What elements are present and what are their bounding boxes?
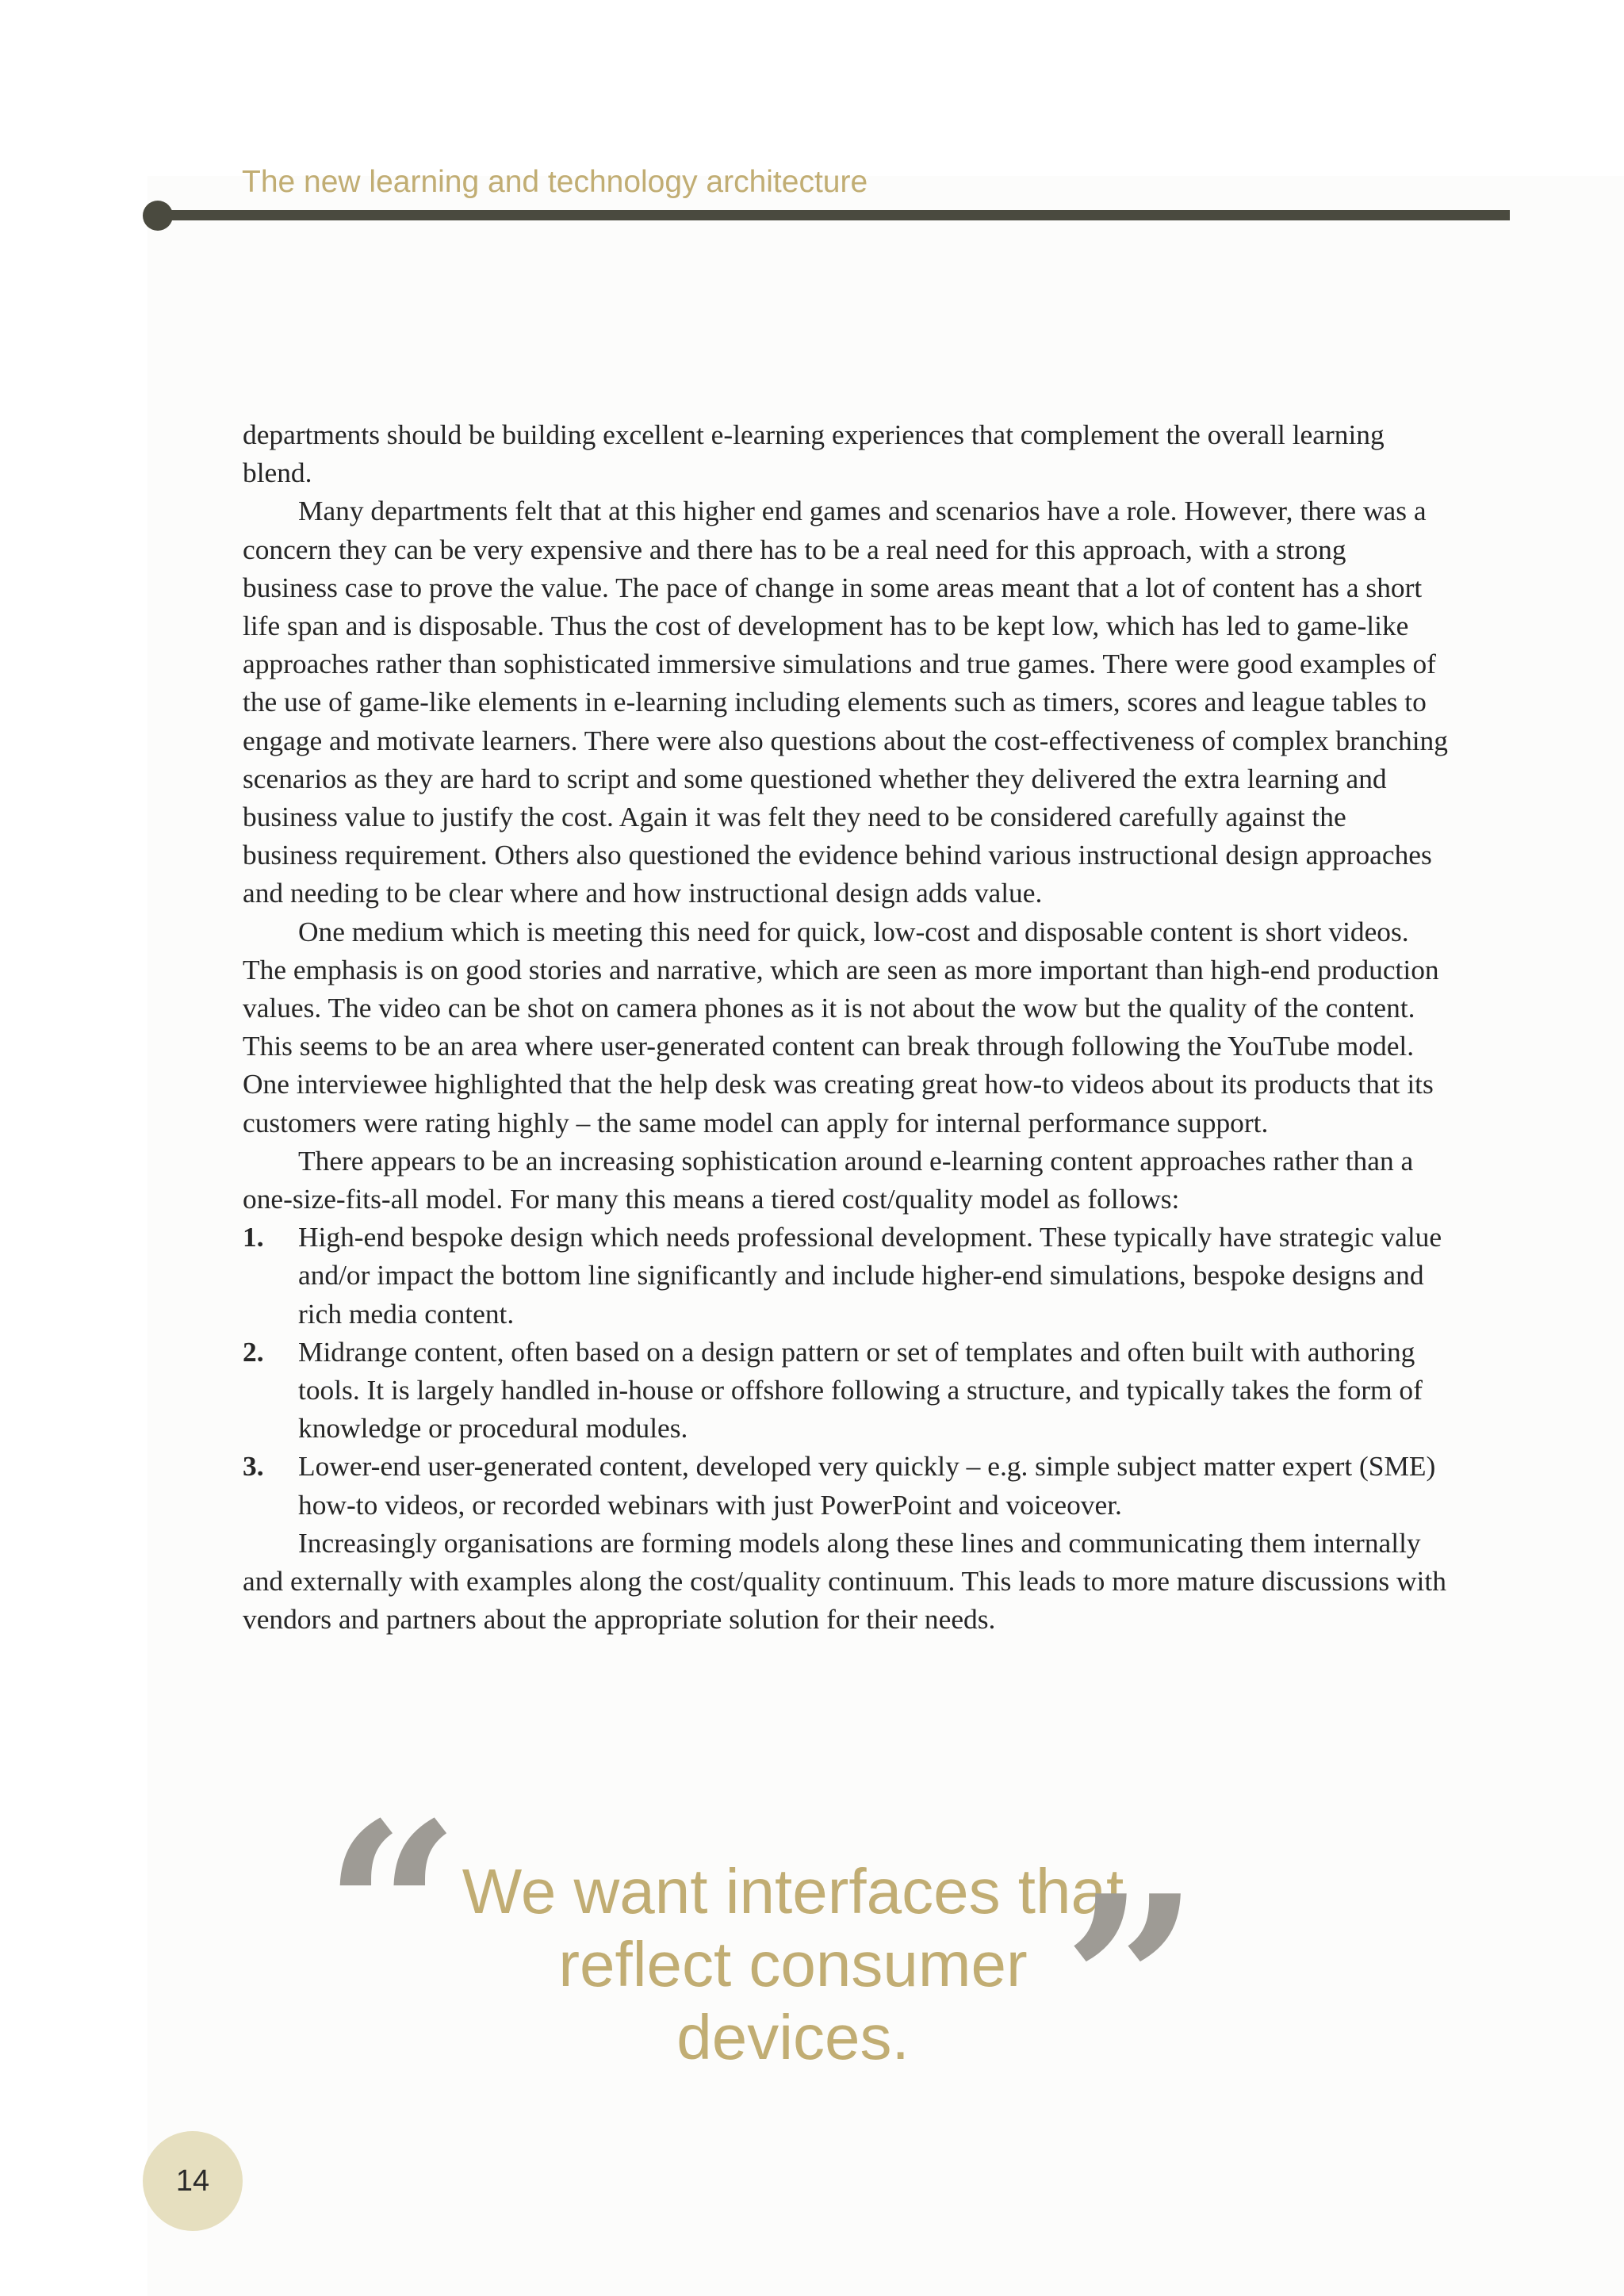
- page-number-badge: [143, 2131, 243, 2231]
- list-item-text: Lower-end user-generated content, developed very quickly – e.g. simple subject matter expert (SME) how-to videos, or recorded webinars with just PowerPoint and voiceover.: [298, 1450, 1436, 1521]
- paragraph-games-scenarios: Many departments felt that at this higher end games and scenarios have a role. However, there was a concern they can be very expensive and there has to be a real need for this approach, with a strong business case to prove the value. The pace of change in some areas meant that a lot of content has a short life span and is disposable. Thus the cost of development has to be kept low, which has led to game-like approaches rather than sophisticated immersive simulations and true games. There were good examples of the use of game-like elements in e-learning including elements such as timers, scores and league tables to engage and motivate learners. There were also questions about the cost-effectiveness of complex branching scenarios as they are hard to script and some questioned whether they delivered the extra learning and business value to justify the cost. Again it was felt they need to be considered carefully against the business requirement. Others also questioned the evidence behind various instructional design approaches and needing to be clear where and how instructional design adds value.: [243, 495, 1448, 909]
- paragraph-closing: Increasingly organisations are forming models along these lines and communicating them internally and externally with examples along the cost/quality continuum. This leads to more mature discussions with vendors and partners about the appropriate solution for their needs.: [243, 1526, 1446, 1636]
- list-number: 3.: [243, 1450, 264, 1483]
- close-quote-icon: ”: [1063, 1843, 1200, 2123]
- list-item: [243, 1333, 1448, 1448]
- list-item-text: High-end bespoke design which needs professional development. These typically have strategic value and/or impact the bottom line significantly and include higher-end simulations, bespoke designs and rich media content.: [298, 1221, 1442, 1330]
- list-item: [243, 1447, 1448, 1523]
- header-rule: [159, 210, 1510, 220]
- paragraph-continued: departments should be building excellent e-learning experiences that complement the overall learning blend.: [243, 419, 1385, 489]
- running-header: The new learning and technology architecture: [242, 165, 868, 199]
- paragraph-tiered-model: There appears to be an increasing sophistication around e-learning content approaches rather than a one-size-fits-all model. For many this means a tiered cost/quality model as follows:: [243, 1144, 1414, 1215]
- paragraph-short-videos: One medium which is meeting this need for quick, low-cost and disposable content is short videos. The emphasis is on good stories and narrative, which are seen as more important than high-end production values. The video can be shot on camera phones as it is not about the wow but the quality of the content. This seems to be an area where user-generated content can break through following the YouTube model. One interviewee highlighted that the help desk was creating great how-to videos about its products that its customers were rating highly – the same model can apply for internal performance support.: [243, 915, 1439, 1138]
- list-number: 2.: [243, 1335, 264, 1368]
- tiered-model-list: [243, 1218, 1448, 1524]
- page-number: 14: [175, 2164, 210, 2198]
- open-quote-icon: “: [324, 1770, 461, 2050]
- body-text: [243, 415, 1448, 1639]
- list-item-text: Midrange content, often based on a design pattern or set of templates and often built with authoring tools. It is largely handled in-house or offshore following a structure, and typically takes the form of knowledge or procedural modules.: [298, 1335, 1423, 1445]
- list-number: 1.: [243, 1221, 264, 1253]
- pull-quote: [317, 1770, 1348, 2123]
- list-item: [243, 1218, 1448, 1333]
- pull-quote-text: We want interfaces that reflect consumer devices.: [462, 1856, 1124, 2072]
